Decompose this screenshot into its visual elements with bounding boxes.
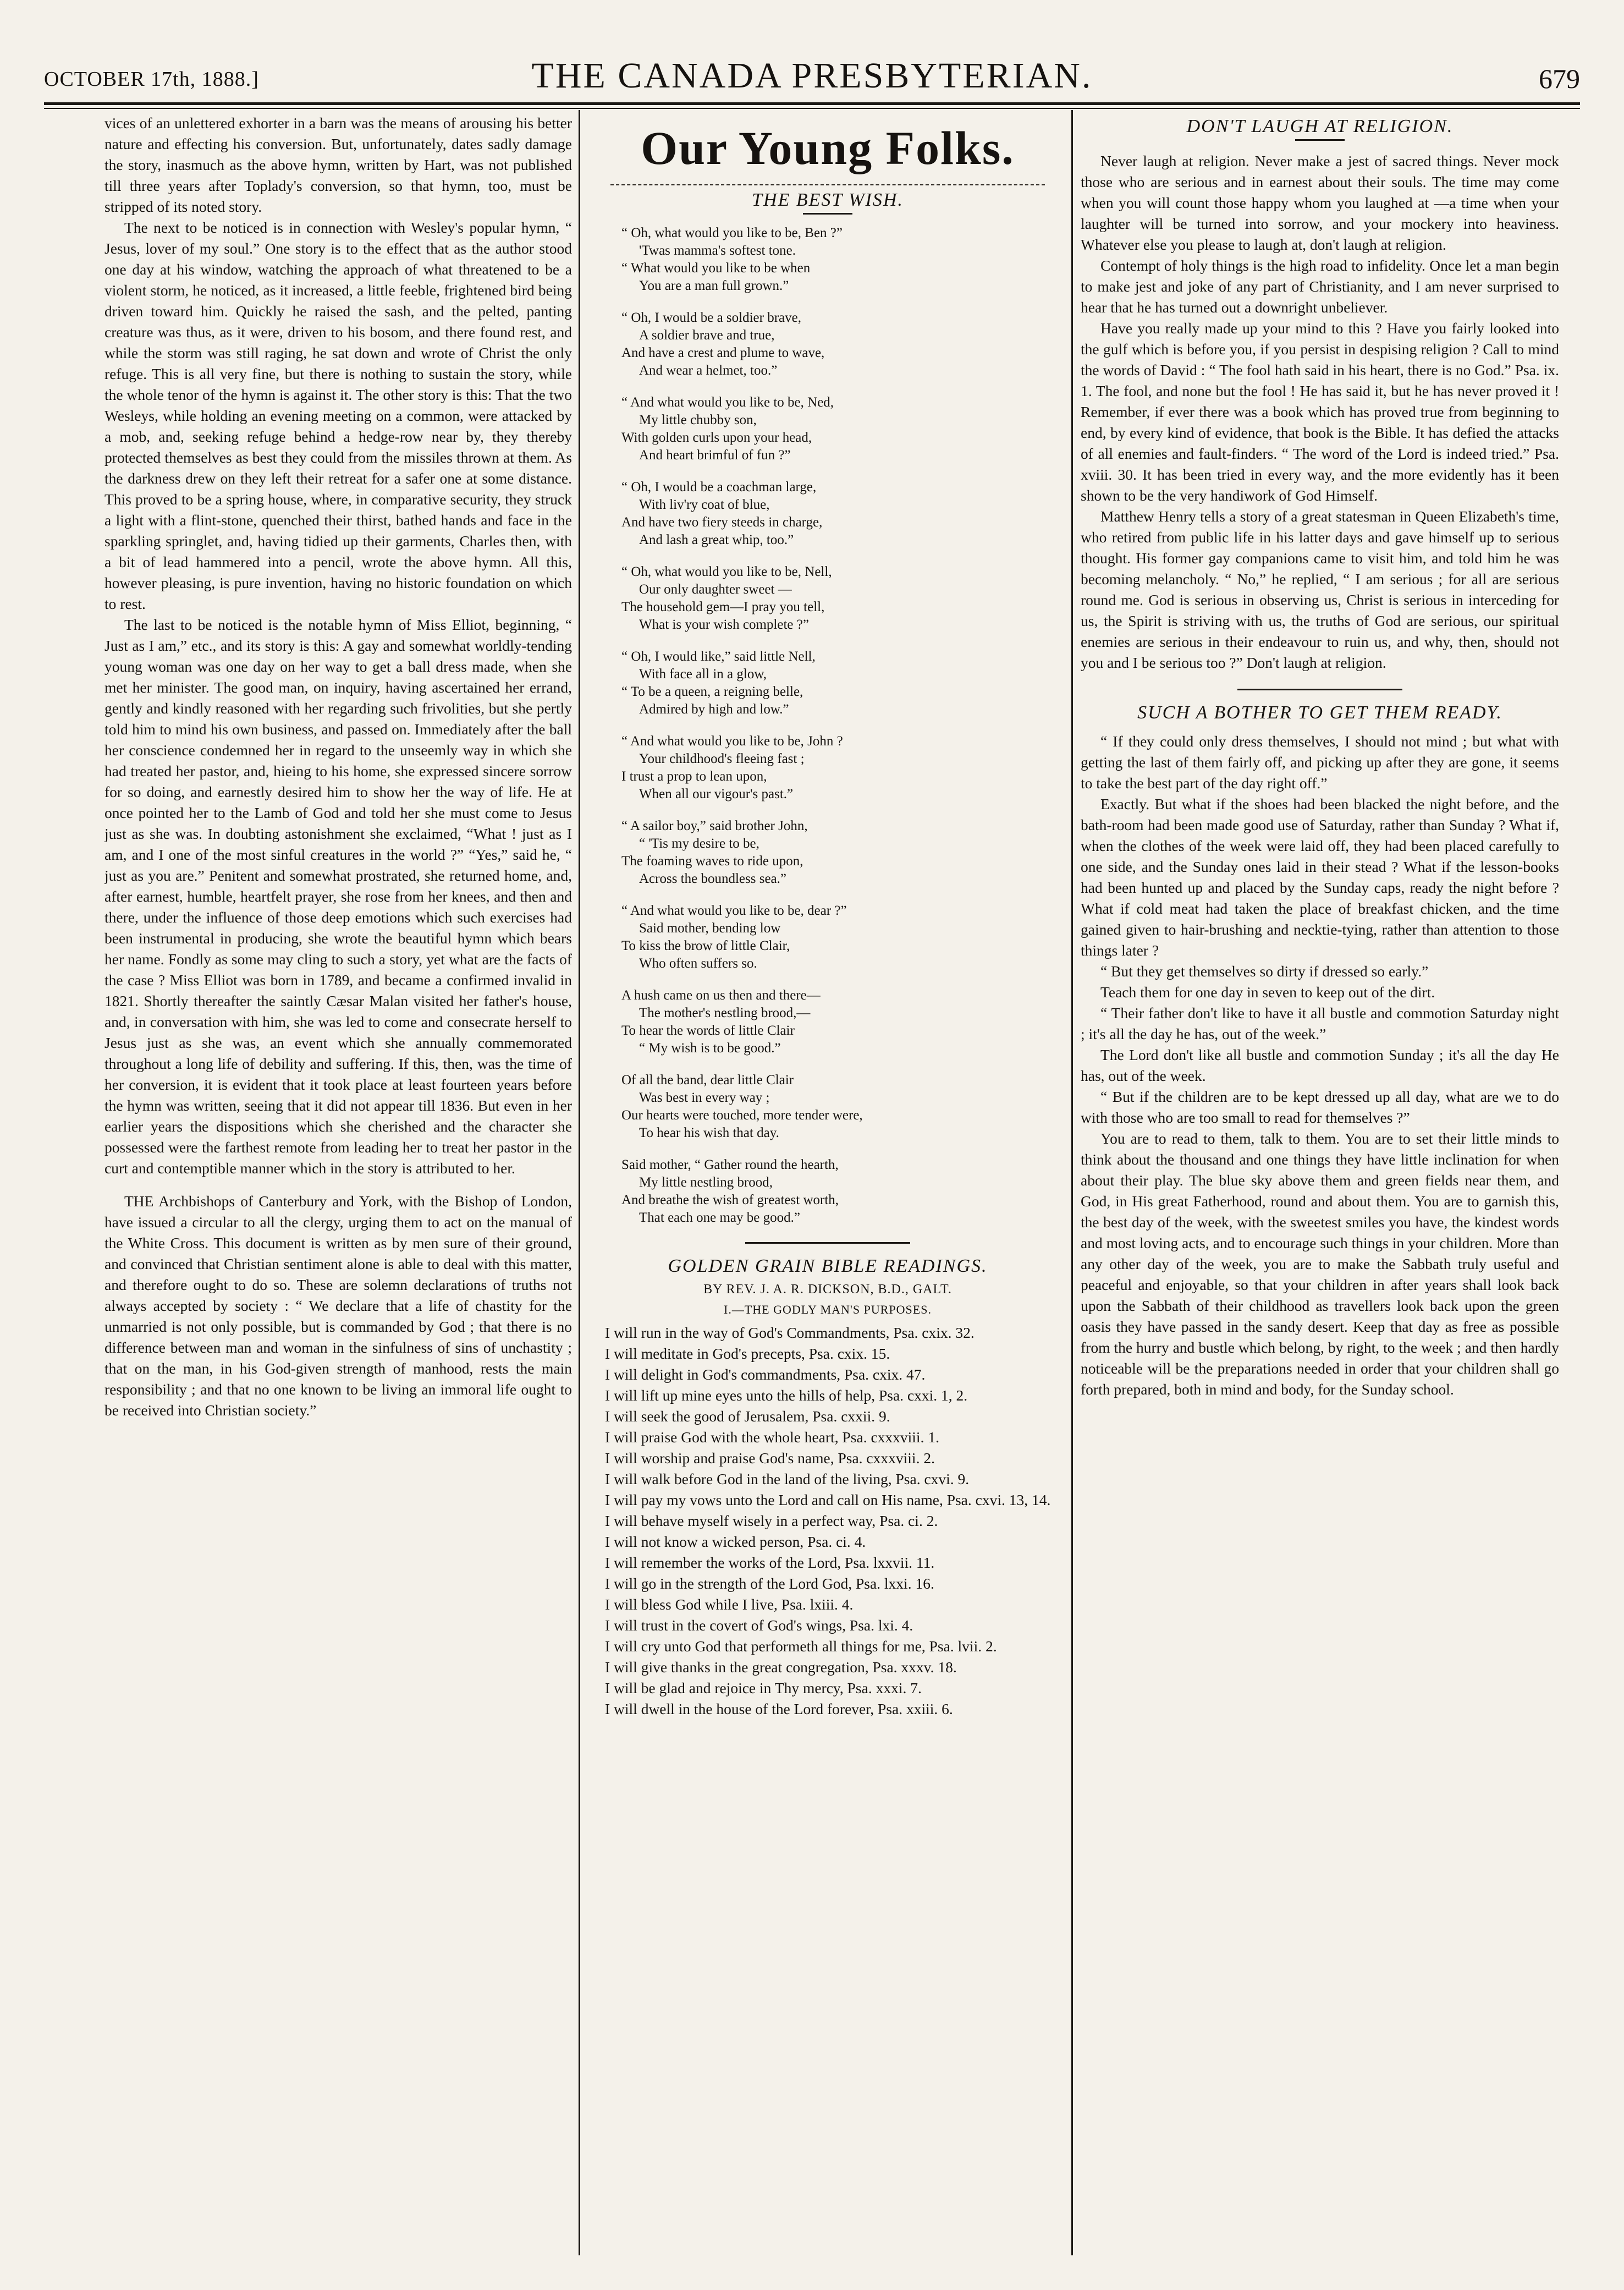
poem-line: 'Twas mamma's softest tone. bbox=[639, 243, 796, 258]
poem-line: Was best in every way ; bbox=[639, 1090, 770, 1105]
article-paragraph: You are to read to them, talk to them. You are to set their little minds to think about the thousand and one things they have little inclination for when about their play. The blue sky above them and green fields near them, and God, in His great Fatherhood, round and about them. You are to garnish this, the best day of the week, with the sweetest smiles you have, the kindest words and most loving acts, and to encourage such things in your children. More than any other day of the week, you are to make the Sabbath truly useful and peaceful and enjoyable, so that your children in after years shall look back upon the Sabbath of their childhood as travellers look back upon the green oasis they have passed in the sandy desert. Keep that day as free as possible from the hurry and bustle which belong, by right, to the week ; and then hardly noticeable will be the preparations needed in order that your children shall go forth prepared, both in mind and body, for the Sunday school. bbox=[1081, 1130, 1559, 1398]
divider bbox=[1237, 689, 1402, 690]
poem-stanza bbox=[621, 1072, 1067, 1142]
poem-line: “ A sailor boy,” said brother John, bbox=[621, 819, 808, 833]
poem-line: I trust a prop to lean upon, bbox=[621, 769, 767, 784]
poem-line: “ My wish is to be good.” bbox=[639, 1041, 781, 1056]
poem-line: “ What would you like to be when bbox=[621, 261, 811, 276]
header-rule-thin bbox=[44, 108, 1580, 109]
readings-subhead: I.—THE GODLY MAN'S PURPOSES. bbox=[724, 1303, 932, 1316]
poem-stanza bbox=[621, 309, 1067, 380]
poem-line: With golden curls upon your head, bbox=[621, 430, 812, 445]
poem-line: And have a crest and plume to wave, bbox=[621, 345, 825, 360]
poem-line: When all our vigour's past.” bbox=[639, 787, 794, 801]
article-paragraph: The next to be noticed is in connection with Wesley's popular hymn, “ Jesus, lover of my soul.” One story is to the effect that as the author stood one day at his window, watching the approach of what threatened to be a violent storm, he noticed, as it increased, a little feeble, frightened bird being driven toward him. Quickly he raised the sash, and the pelted, panting creature was thus, as it were, driven to his bosom, and there found rest, and while the storm was still raging, he sat down and wrote of Christ the only refuge. This is all very fine, but there is nothing to sustain the story, while the whole tenor of the hymn is against it. The other story is this: That the two Wesleys, while holding an evening meeting on a common, were attacked by a mob, and, seeking refuge behind a hedge-row near by, they thereby protected themselves as best they could from the missiles thrown at them. As the darkness drew on they left their retreat for a safer one at some distance. This proved to be a spring house, where, in comparative security, they struck a light with a flint-stone, quenched their thirst, bathed hands and face in the sparkling springlet, and, having tidied up their garments, Charles then, with a bit of lead hammered into a pencil, wrote the above hymn. All this, however pleasing, is pure invention, having no historic foundation on which to rest. bbox=[104, 219, 572, 612]
poem-line: Who often suffers so. bbox=[639, 956, 757, 971]
reading-line: I will pay my vows unto the Lord and call on His name, Psa. cxvi. 13, 14. bbox=[605, 1491, 1051, 1508]
poem-line: To hear the words of little Clair bbox=[621, 1023, 795, 1038]
poem-line: What is your wish complete ?” bbox=[639, 617, 809, 632]
poem-stanza bbox=[621, 817, 1067, 888]
reading-line: I will dwell in the house of the Lord forever, Psa. xxiii. 6. bbox=[605, 1700, 953, 1717]
poem-line: Of all the band, dear little Clair bbox=[621, 1073, 794, 1088]
poem-line: My little nestling brood, bbox=[639, 1175, 773, 1190]
poem-stanza bbox=[621, 563, 1067, 634]
article-paragraph: “ But if the children are to be kept dressed up all day, what are we to do with those who are too small to read for themselves ?” bbox=[1081, 1088, 1559, 1126]
poem-line: With face all in a glow, bbox=[639, 667, 767, 682]
poem-line: “ Oh, I would be a coachman large, bbox=[621, 480, 817, 495]
poem-line: A soldier brave and true, bbox=[639, 328, 775, 343]
poem-stanza bbox=[621, 648, 1067, 718]
poem-stanza bbox=[621, 733, 1067, 803]
poem-line: The household gem—I pray you tell, bbox=[621, 600, 825, 614]
poem-line: And lash a great whip, too.” bbox=[639, 532, 794, 547]
poem-line: And have two fiery steeds in charge, bbox=[621, 515, 823, 530]
page-number: 679 bbox=[1539, 63, 1580, 94]
divider bbox=[745, 1242, 910, 1244]
poem-stanza bbox=[621, 479, 1067, 549]
poem-line: You are a man full grown.” bbox=[639, 278, 789, 293]
poem-line: And wear a helmet, too.” bbox=[639, 363, 778, 378]
readings-list bbox=[588, 1322, 1067, 1720]
article-paragraph: Have you really made up your mind to this ? Have you fairly looked into the gulf which is before you, if you persist in despising religion ? Call to mind the words of David : “ The fool hath said in his heart, there is no God.” Psa. ix. 1. The fool, and none but the fool ! He has said it, but he has never proved it ! Remember, if ever there was a book which has proved true from beginning to end, by every kind of evidence, that book is the Bible. It has defied the attacks of all enemies and fault-finders. “ The word of the Lord is indeed tried.” Psa. xviii. 30. It has been tried in every way, and the more evidently has it been shown to be the very handiwork of God Himself. bbox=[1081, 320, 1559, 504]
article-title: DON'T LAUGH AT RELIGION. bbox=[1186, 116, 1454, 136]
poem-line: “ Oh, I would like,” said little Nell, bbox=[621, 649, 816, 664]
readings-byline: BY REV. J. A. R. DICKSON, B.D., GALT. bbox=[703, 1282, 952, 1297]
poem-line: The mother's nestling brood,— bbox=[639, 1006, 811, 1020]
article-paragraph: “ Their father don't like to have it all bustle and commotion Saturday night ; it's all the day he has, out of the week.” bbox=[1081, 1004, 1559, 1042]
poem-line: “ And what would you like to be, John ? bbox=[621, 734, 843, 749]
article-paragraph: Never laugh at religion. Never make a jest of sacred things. Never mock those who are serious and in earnest about their souls. The time may come when you will count those happy whom you laughed at —a time when your laughter will be turned into sorrow, and your mockery into heaviness. Whatever else you please to laugh at, don't laugh at religion. bbox=[1081, 152, 1559, 253]
poem-line: Across the boundless sea.” bbox=[639, 871, 786, 886]
poem-line: Our hearts were touched, more tender were, bbox=[621, 1108, 863, 1123]
section-title: Our Young Folks. bbox=[641, 122, 1015, 174]
poem-line: “ And what would you like to be, dear ?” bbox=[621, 903, 847, 918]
poem-line: “ Oh, what would you like to be, Ben ?” bbox=[621, 226, 843, 240]
article-paragraph: “ But they get themselves so dirty if dressed so early.” bbox=[1100, 963, 1429, 980]
poem-line: “ Oh, I would be a soldier brave, bbox=[621, 310, 801, 325]
poem-line: “ Oh, what would you like to be, Nell, bbox=[621, 564, 832, 579]
poem-stanza bbox=[621, 1156, 1067, 1227]
reading-line: I will meditate in God's precepts, Psa. cxix. 15. bbox=[605, 1345, 890, 1362]
poem-line: Your childhood's fleeing fast ; bbox=[639, 751, 805, 766]
divider bbox=[803, 213, 852, 215]
reading-line: I will lift up mine eyes unto the hills of help, Psa. cxxi. 1, 2. bbox=[605, 1387, 968, 1404]
article-paragraph: Teach them for one day in seven to keep out of the dirt. bbox=[1100, 984, 1435, 1001]
reading-line: I will seek the good of Jerusalem, Psa. cxxii. 9. bbox=[605, 1408, 890, 1425]
reading-line: I will be glad and rejoice in Thy mercy, Psa. xxxi. 7. bbox=[605, 1679, 922, 1696]
reading-line: I will remember the works of the Lord, Psa. lxxvii. 11. bbox=[605, 1554, 935, 1571]
article-paragraph: THE Archbishops of Canterbury and York, with the Bishop of London, have issued a circular to all the clergy, urging them to act on the manual of the White Cross. This document is written as by men sure of their ground, and convinced that Christian sentiment alone is able to deal with this matter, and therefore ought to do so. These are solemn declarations of truths not always accepted by society : “ We declare that a life of chastity for the unmarried is not only possible, but is commanded by God ; that there is no difference between man and woman in the sinfulness of sins of unchastity ; that on the man, in his God-given strength of manhood, rests the main responsibility ; and that no one known to be living an immoral life ought to be received into Christian society.” bbox=[104, 1193, 572, 1419]
poem-line: “ 'Tis my desire to be, bbox=[639, 836, 759, 851]
poem-line: To hear his wish that day. bbox=[639, 1125, 779, 1140]
poem-stanza bbox=[621, 394, 1067, 464]
poem-line: “ And what would you like to be, Ned, bbox=[621, 395, 834, 410]
poem-line: With liv'ry coat of blue, bbox=[639, 497, 770, 512]
column-right bbox=[1081, 113, 1559, 2258]
poem-stanza bbox=[621, 987, 1067, 1057]
poem-line: Our only daughter sweet — bbox=[639, 582, 792, 597]
poem-stanza bbox=[621, 224, 1067, 295]
article-paragraph: Exactly. But what if the shoes had been blacked the night before, and the bath-room had been made good use of Saturday, rather than Sunday ? What if, when the clothes of the week were laid off, they had been placed carefully to one side, and the Sunday ones laid in their stead ? What if the lesson-books had been hunted up and placed by the Sunday caps, ready the night before ? What if cold meat had taken the place of breakfast chicken, and the time gained given to hair-brushing and necktie-tying, rather than attention to those things later ? bbox=[1081, 795, 1559, 959]
reading-line: I will not know a wicked person, Psa. ci. 4. bbox=[605, 1533, 866, 1550]
column-left bbox=[104, 113, 572, 2258]
poem-line: “ To be a queen, a reigning belle, bbox=[621, 684, 803, 699]
poem-line: The foaming waves to ride upon, bbox=[621, 854, 803, 869]
reading-line: I will trust in the covert of God's wings, Psa. lxi. 4. bbox=[605, 1617, 913, 1634]
column-middle bbox=[588, 113, 1067, 2258]
readings-title: GOLDEN GRAIN BIBLE READINGS. bbox=[668, 1256, 988, 1276]
article-paragraph: vices of an unlettered exhorter in a barn was the means of arousing his better nature and effecting his conversion. But, unfortunately, dates sadly damage the story, inasmuch as the above hymn, written by Hart, was not published till three years after Toplady's conversion, so that hymn, too, must be stripped of its noted story. bbox=[104, 114, 572, 215]
poem-stanza bbox=[621, 902, 1067, 973]
reading-line: I will go in the strength of the Lord God, Psa. lxxi. 16. bbox=[605, 1575, 934, 1592]
poem bbox=[588, 224, 1067, 1227]
reading-line: I will bless God while I live, Psa. lxiii. 4. bbox=[605, 1596, 854, 1613]
poem-line: And breathe the wish of greatest worth, bbox=[621, 1193, 839, 1207]
reading-line: I will walk before God in the land of the living, Psa. cxvi. 9. bbox=[605, 1470, 970, 1487]
reading-line: I will cry unto God that performeth all things for me, Psa. lvii. 2. bbox=[605, 1638, 997, 1655]
reading-line: I will run in the way of God's Commandments, Psa. cxix. 32. bbox=[605, 1324, 975, 1341]
reading-line: I will delight in God's commandments, Psa. cxix. 47. bbox=[605, 1366, 926, 1383]
divider bbox=[1295, 139, 1345, 141]
article-paragraph: The Lord don't like all bustle and commotion Sunday ; it's all the day He has, out of the week. bbox=[1081, 1046, 1559, 1084]
poem-line: A hush came on us then and there— bbox=[621, 988, 821, 1003]
issue-date: OCTOBER 17th, 1888.] bbox=[44, 68, 259, 91]
reading-line: I will behave myself wisely in a perfect way, Psa. ci. 2. bbox=[605, 1512, 938, 1529]
poem-line: To kiss the brow of little Clair, bbox=[621, 938, 790, 953]
article-paragraph: Contempt of holy things is the high road to infidelity. Once let a man begin to make jest and joke of any part of Christianity, and I am never surprised to hear that he has turned out a downright unbeliever. bbox=[1081, 257, 1559, 316]
poem-line: My little chubby son, bbox=[639, 413, 757, 427]
column-divider-right bbox=[1071, 110, 1073, 2255]
article-paragraph: “ If they could only dress themselves, I should not mind ; but what with getting the last of them fairly off, and picking up after they are gone, it seems to take the best part of the day right off.” bbox=[1081, 733, 1559, 792]
poem-line: Said mother, bending low bbox=[639, 921, 781, 936]
header-rule-thick bbox=[44, 102, 1580, 105]
masthead-title: THE CANADA PRESBYTERIAN. bbox=[531, 56, 1093, 96]
page-header bbox=[44, 55, 1580, 105]
article-paragraph: The last to be noticed is the notable hymn of Miss Elliot, beginning, “ Just as I am,” etc., and its story is this: A gay and somewhat worldly-tending young woman was one day on her way to get a ball dress made, when she met her minister. The good man, on inquiry, having ascertained her errand, gently and kindly reasoned with her regarding such frivolities, but she pertly told him to mind his own business, and passed on. Immediately after the ball her conscience condemned her in regard to the unseemly way in which she had treated her pastor, and, hieing to his home, she expressed sincere sorrow for so doing, and earnestly desired him to show her the way of life. He at once pointed her to the Lamb of God and told her she must come to Jesus just as she was. In doubting astonishment she exclaimed, “What ! just as I am, and I one of the most sinful creatures in the world ?” “Yes,” said he, “ just as you are.” Penitent and somewhat prostrated, she returned home, and, after earnest, humble, heartfelt prayer, she rose from her knees, and then and there, under the influence of those deep emotions which such exercises had been instrumental in producing, she wrote the beautiful hymn which bears her name. Fondly as some may cling to such a story, yet what are the facts of the case ? Miss Elliot was born in 1789, and became a confirmed invalid in 1821. Shortly thereafter the saintly Cæsar Malan visited her father's house, and, in conversation with him, she was led to come and consecrate herself to Jesus just as she was, an event which she annually commemorated throughout a long life of debility and suffering. If this, then, was the time of her conversion, it is evident that it took place at least fourteen years before the hymn was written, seeing that it did not appear till 1836. But even in her earlier years the dispositions which she cherished and the character she possessed were the farthest remote from leading her to treat her pastor in the curt and contemptible manner which in the story is attributed to her. bbox=[104, 616, 572, 1177]
column-divider-left bbox=[579, 110, 580, 2255]
poem-line: Said mother, “ Gather round the hearth, bbox=[621, 1157, 839, 1172]
article-paragraph: Matthew Henry tells a story of a great statesman in Queen Elizabeth's time, who retired from public life in his latter days and gave himself up to serious thought. His former gay companions came to visit him, and told him he was becoming melancholy. “ No,” he replied, “ I am serious ; for all are serious round me. God is serious in observing us, Christ is serious in interceding for us, the Spirit is striving with us, the truths of God are serious, our spiritual enemies are serious in their endeavour to ruin us, and why, then, should not you and I be serious too ?” Don't laugh at religion. bbox=[1081, 508, 1559, 671]
poem-title: THE BEST WISH. bbox=[752, 190, 904, 210]
reading-line: I will give thanks in the great congregation, Psa. xxxv. 18. bbox=[605, 1659, 957, 1676]
poem-line: Admired by high and low.” bbox=[639, 702, 789, 717]
reading-line: I will praise God with the whole heart, Psa. cxxxviii. 1. bbox=[605, 1429, 939, 1446]
poem-line: And heart brimful of fun ?” bbox=[639, 448, 791, 463]
reading-line: I will worship and praise God's name, Psa. cxxxviii. 2. bbox=[605, 1449, 935, 1467]
article-title: SUCH A BOTHER TO GET THEM READY. bbox=[1137, 702, 1502, 723]
poem-line: That each one may be good.” bbox=[639, 1210, 800, 1225]
divider bbox=[610, 184, 1045, 185]
